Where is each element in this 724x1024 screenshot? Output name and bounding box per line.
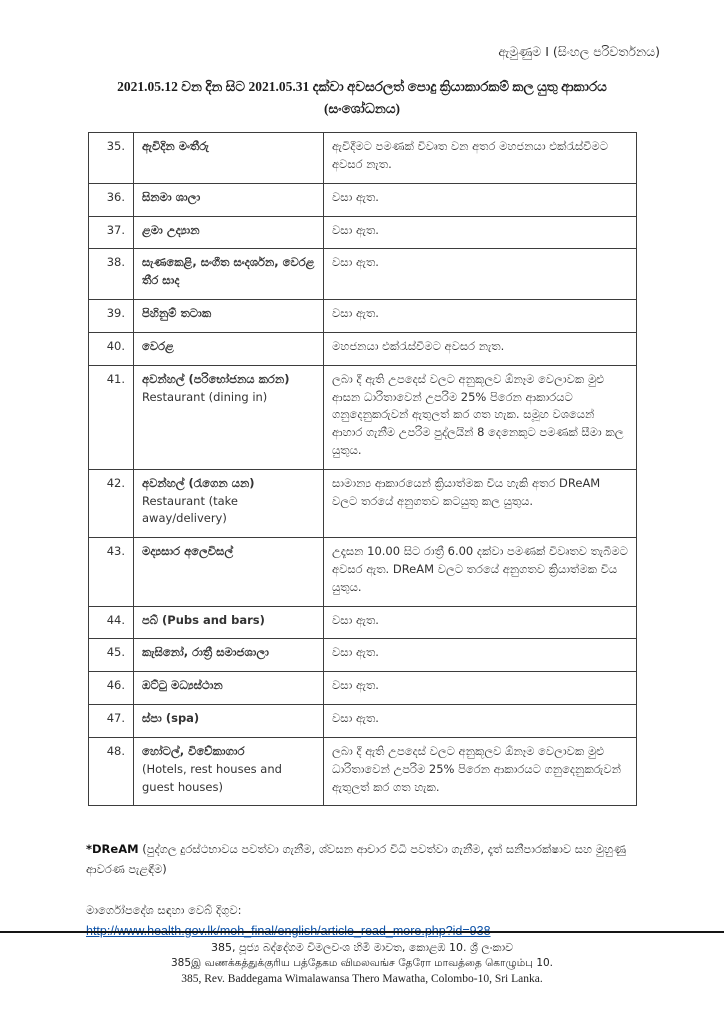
row-rule: වසා ඇත.: [324, 672, 637, 705]
row-item: [134, 332, 324, 365]
row-number: 47.: [89, 705, 134, 738]
item-label: ළමා උද්‍යාන: [142, 222, 200, 237]
table-row: [89, 538, 637, 606]
item-label: හෝටල්, විවේකාගාර: [142, 743, 245, 758]
item-label: සිනමා ශාලා: [142, 189, 201, 204]
table-row: [89, 639, 637, 672]
row-number: 45.: [89, 639, 134, 672]
row-rule: වසා ඇත.: [324, 216, 637, 249]
item-label: පබ් (Pubs and bars): [142, 612, 265, 627]
row-rule: වසා ඇත.: [324, 183, 637, 216]
row-rule: වසා ඇත.: [324, 300, 637, 333]
dream-footnote: [86, 840, 638, 879]
row-item: [134, 249, 324, 300]
table-row: [89, 672, 637, 705]
activities-table: [88, 132, 637, 806]
row-number: 43.: [89, 538, 134, 606]
footer-address-english: 385, Rev. Baddegama Wimalawansa Thero Mawatha, Colombo-10, Sri Lanka.: [181, 973, 543, 986]
title-line-2: (සංශෝධනය): [323, 100, 401, 116]
table-row: [89, 705, 637, 738]
table-row: [89, 365, 637, 469]
row-item: [134, 639, 324, 672]
annex-label: ඇමුණුම I (සිංහල පරිවර්තනය): [498, 44, 660, 59]
row-rule: ලබා දී ඇති උපදෙස් වලට අනුකූලව ඕනෑම වෙලාවක මුළු ආසන ධාරිතාවෙන් උපරිම 25% පිරෙන ආකාරයට ගනුදෙනුකරුවන් ඇතුලත් කර ගත හැක. සමූහ වශයෙන් ආහාර ගැනීම උපරිම පුද්ලයින් 8 දෙනෙකුට පමණක් සීමා කල යුතුය.: [324, 365, 637, 469]
row-rule: සාමාන්‍ය ආකාරයෙන් ක්‍රියාත්මක විය හැකි අතර DReAM වලට තරයේ අනුගතව කටයුතු කල යුතුය.: [324, 469, 637, 537]
item-label: ස්පා (spa): [142, 711, 200, 726]
item-label: අවන්හල් (පරිභෝජනය කරන): [142, 371, 290, 386]
table-row: [89, 133, 637, 184]
page-title: [0, 76, 724, 119]
activities-table-wrapper: [88, 132, 636, 806]
dream-footnote-text: (පුද්ගල දුරස්ථභාවය පවත්වා ගැනීම, ශ්වසන ආචාර විධි පවත්වා ගැනීම, දෑත් සනීපාරක්ෂාව සහ මුහුණු ආවරණ පැළඳීම): [86, 842, 626, 876]
row-rule: වසා ඇත.: [324, 639, 637, 672]
row-item: [134, 737, 324, 805]
item-label-en: Restaurant (dining in): [142, 389, 268, 404]
row-rule: ඇවිදීමට පමණක් විවෘත වන අතර මහජනයා එක්රැස්වීමට අවසර නැත.: [324, 133, 637, 184]
row-item: [134, 133, 324, 184]
row-item: [134, 705, 324, 738]
footer-address-tamil: 385இ வணக்கத்துக்குரிய பத்தேகம விமலவங்ச தேரோ மாவத்தை கொழும்பு 10.: [170, 956, 554, 969]
row-item: [134, 183, 324, 216]
table-row: [89, 606, 637, 639]
item-label: මද්‍යසාර අලෙවිසල්: [142, 544, 234, 559]
row-rule: මහජනයා එක්රැස්වීමට අවසර නැත.: [324, 332, 637, 365]
item-label: ඔට්ටු මධ්‍යස්ථාන: [142, 678, 223, 693]
item-label: පිහිනුම් තටාක: [142, 306, 212, 321]
row-number: 48.: [89, 737, 134, 805]
row-number: 36.: [89, 183, 134, 216]
title-line-1: 2021.05.12 වන දින සිට 2021.05.31 දක්වා අවසරලත් පොදු ක්‍රියාකාරකම් කල යුතු ආකාරය: [117, 79, 607, 94]
table-row: [89, 737, 637, 805]
guidelines-link-label: මාර්ගෝපදේශ සඳහා වෙබ් දිගුව:: [86, 903, 242, 918]
row-number: 42.: [89, 469, 134, 537]
table-row: [89, 249, 637, 300]
row-number: 40.: [89, 332, 134, 365]
row-number: 41.: [89, 365, 134, 469]
row-item: [134, 365, 324, 469]
item-label-en: Restaurant (take away/delivery): [142, 493, 238, 526]
row-number: 35.: [89, 133, 134, 184]
row-rule: උදෑසන 10.00 සිට රාත්‍රී 6.00 දක්වා පමණක් විවෘතව තැබීමට අවසර ඇත. DReAM වලට තරයේ අනුගතව ක්‍රියාත්මක විය යුතුය.: [324, 538, 637, 606]
row-rule: වසා ඇත.: [324, 705, 637, 738]
row-number: 46.: [89, 672, 134, 705]
guidelines-url-link[interactable]: http://www.health.gov.lk/moh_final/english/article_read_more.php?id=938: [86, 923, 491, 938]
item-label: සැණකෙළි, සංගීත සංදර්ශන, වෙරළ තීර සාද: [142, 255, 315, 288]
item-label: කැසිනෝ, රාත්‍රී සමාජශාලා: [142, 645, 269, 660]
item-label-en: (Hotels, rest houses and guest houses): [142, 761, 282, 794]
table-row: [89, 300, 637, 333]
footer-address-sinhala: 385, පූජ්‍ය බද්දේගම විමලවංශ හිමි මාවත, කොළඹ 10. ශ්‍රී ලංකාව: [210, 941, 514, 954]
row-number: 37.: [89, 216, 134, 249]
row-item: [134, 538, 324, 606]
row-rule: ලබා දී ඇති උපදෙස් වලට අනුකූලව ඕනෑම වෙලාවක මුළු ධාරිතාවෙන් උපරිම 25% පිරෙන ආකාරයට ගනුදෙනුකරුවන් ඇතුලත් කර ගත හැක.: [324, 737, 637, 805]
row-number: 44.: [89, 606, 134, 639]
row-rule: වසා ඇත.: [324, 249, 637, 300]
row-number: 38.: [89, 249, 134, 300]
table-row: [89, 469, 637, 537]
row-item: [134, 216, 324, 249]
table-row: [89, 332, 637, 365]
row-item: [134, 300, 324, 333]
dream-footnote-label: *DReAM: [86, 842, 139, 857]
row-rule: වසා ඇත.: [324, 606, 637, 639]
row-item: [134, 469, 324, 537]
item-label: අවන්හල් (රැගෙන යන): [142, 475, 255, 490]
table-row: [89, 216, 637, 249]
table-row: [89, 183, 637, 216]
row-item: [134, 672, 324, 705]
row-number: 39.: [89, 300, 134, 333]
item-label: ඇවිදින මංතීරු: [142, 139, 209, 154]
row-item: [134, 606, 324, 639]
item-label: වෙරළ: [142, 338, 174, 353]
page-footer: [0, 931, 724, 988]
